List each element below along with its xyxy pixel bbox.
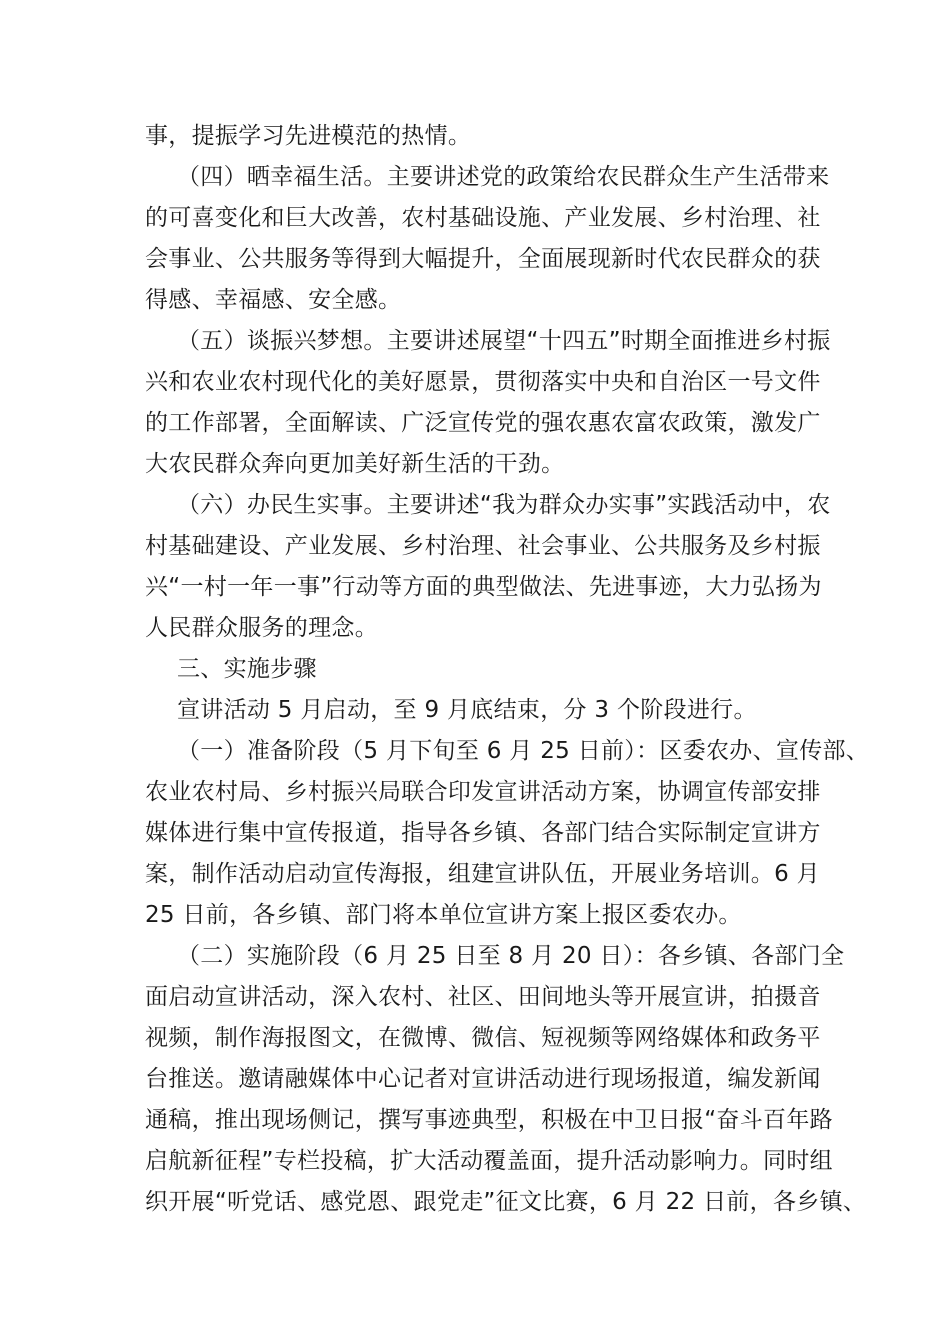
text-line-7: 兴和农业农村现代化的美好愿景，贯彻落实中央和自治区一号文件 [145, 369, 821, 395]
text-line-5: 得感、幸福感、安全感。 [145, 287, 402, 313]
text-line-11: 村基础建设、产业发展、乡村治理、社会事业、公共服务及乡村振 [145, 533, 821, 559]
section-heading: 三、实施步骤 [177, 656, 317, 682]
text-line-16: （一）准备阶段（5 月下旬至 6 月 25 日前）：区委农办、宣传部、 [177, 738, 870, 764]
text-line-22: 面启动宣讲活动，深入农村、社区、田间地头等开展宣讲，拍摄音 [145, 984, 821, 1010]
text-line-17: 农业农村局、乡村振兴局联合印发宣讲活动方案，协调宣传部安排 [145, 779, 821, 805]
text-line-12: 兴“一村一年一事”行动等方面的典型做法、先进事迹，大力弘扬为 [145, 574, 822, 600]
text-line-6: （五）谈振兴梦想。主要讲述展望“十四五”时期全面推进乡村振 [177, 328, 831, 354]
text-line-8: 的工作部署，全面解读、广泛宣传党的强农惠农富农政策，激发广 [145, 410, 821, 436]
text-line-20: 25 日前，各乡镇、部门将本单位宣讲方案上报区委农办。 [145, 902, 742, 928]
text-line-15: 宣讲活动 5 月启动，至 9 月底结束，分 3 个阶段进行。 [177, 697, 757, 723]
text-line-3: 的可喜变化和巨大改善，农村基础设施、产业发展、乡村治理、社 [145, 205, 821, 231]
text-line-24: 台推送。邀请融媒体中心记者对宣讲活动进行现场报道，编发新闻 [145, 1066, 821, 1092]
text-line-26: 启航新征程”专栏投稿，扩大活动覆盖面，提升活动影响力。同时组 [145, 1148, 833, 1174]
text-line-27: 织开展“听党话、感党恩、跟党走”征文比赛，6 月 22 日前，各乡镇、 [145, 1189, 867, 1215]
text-line-10: （六）办民生实事。主要讲述“我为群众办实事”实践活动中，农 [177, 492, 831, 518]
text-line-21: （二）实施阶段（6 月 25 日至 8 月 20 日）：各乡镇、各部门全 [177, 943, 845, 969]
text-line-19: 案，制作活动启动宣传海报，组建宣讲队伍，开展业务培训。6 月 [145, 861, 820, 887]
text-line-9: 大农民群众奔向更加美好新生活的干劲。 [145, 451, 565, 477]
text-line-18: 媒体进行集中宣传报道，指导各乡镇、各部门结合实际制定宣讲方 [145, 820, 821, 846]
text-line-13: 人民群众服务的理念。 [145, 615, 378, 641]
text-line-2: （四）晒幸福生活。主要讲述党的政策给农民群众生产生活带来 [177, 164, 830, 190]
text-line-4: 会事业、公共服务等得到大幅提升，全面展现新时代农民群众的获 [145, 246, 821, 272]
text-line-25: 通稿，推出现场侧记，撰写事迹典型，积极在中卫日报“奋斗百年路 [145, 1107, 833, 1133]
text-line-23: 视频，制作海报图文，在微博、微信、短视频等网络媒体和政务平 [145, 1025, 821, 1051]
text-line-1: 事，提振学习先进模范的热情。 [145, 123, 472, 149]
